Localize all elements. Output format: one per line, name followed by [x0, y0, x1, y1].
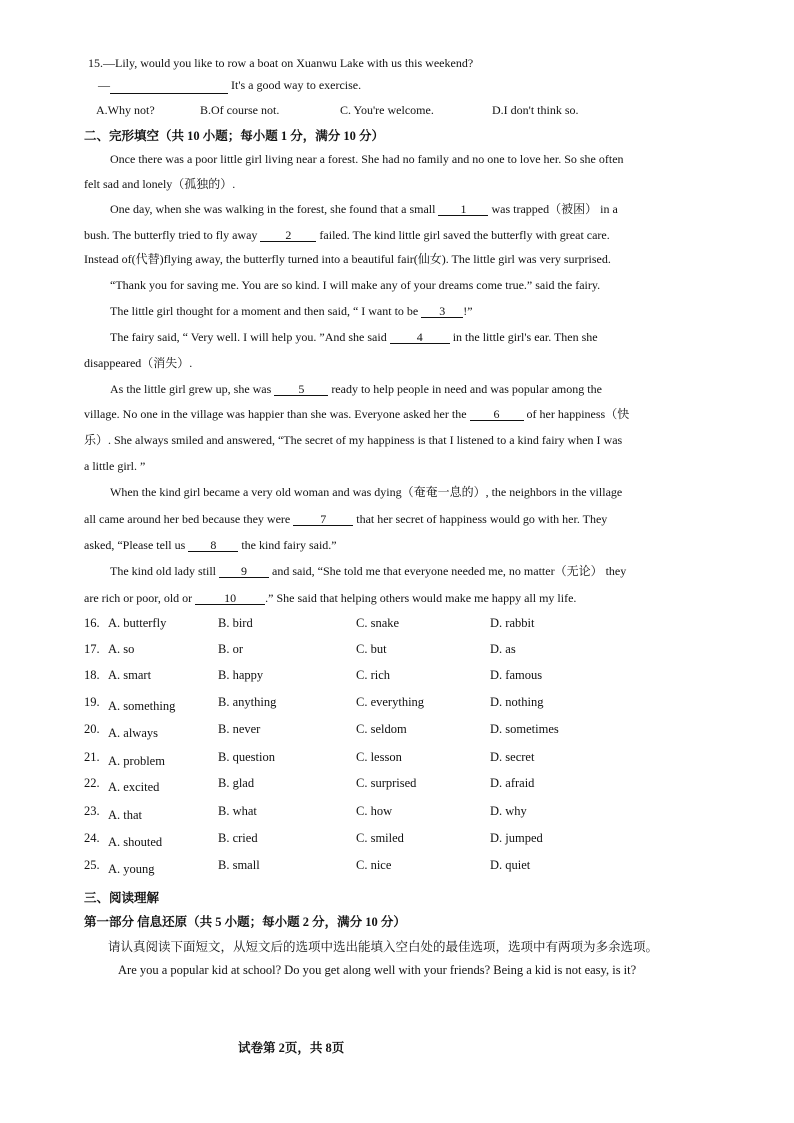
passage-text: a little girl. ” [84, 459, 146, 473]
q20-option-d[interactable]: D. sometimes [490, 722, 559, 736]
cloze-blank-9[interactable]: 9 [219, 565, 269, 578]
q15-option-d[interactable]: D.I don't think so. [492, 103, 579, 117]
q16-option-a[interactable]: A. butterfly [108, 616, 167, 630]
passage-line [84, 408, 629, 421]
passage-text: all came around her bed because they were [84, 512, 294, 526]
q18-option-c[interactable]: C. rich [356, 668, 391, 682]
passage-line [84, 460, 145, 472]
section3-heading: 三、阅读理解 [84, 891, 160, 905]
q17-option-b[interactable]: B. or [218, 642, 243, 656]
question-number-23: 23. [84, 804, 100, 818]
cloze-blank-6[interactable]: 6 [470, 408, 524, 421]
cloze-blank-4[interactable]: 4 [390, 331, 450, 344]
q17-option-d[interactable]: D. as [490, 642, 516, 656]
passage-line [110, 565, 626, 578]
q22-option-d[interactable]: D. afraid [490, 776, 535, 790]
q15-reply [98, 78, 361, 94]
q25-option-d[interactable]: D. quiet [490, 858, 531, 872]
q20-option-b[interactable]: B. never [218, 722, 261, 736]
passage-text: The fairy said, “ Very well. I will help you. ”And she said [110, 330, 390, 344]
q20-option-c[interactable]: C. seldom [356, 722, 407, 736]
cloze-blank-1[interactable]: 1 [438, 203, 488, 216]
passage-text: As the little girl grew up, she was [110, 382, 275, 396]
section3-instruction: 请认真阅读下面短文，从短文后的选项中选出能填入空白处的最佳选项，选项中有两项为多余选项。 [108, 940, 659, 954]
passage-text: the kind fairy said.” [238, 538, 337, 552]
q24-option-d[interactable]: D. jumped [490, 831, 543, 845]
passage-line [84, 539, 337, 552]
passage-text: in the little girl's ear. Then she [449, 330, 598, 344]
q23-option-b[interactable]: B. what [218, 804, 257, 818]
passage-line [110, 279, 600, 291]
passage-text: bush. The butterfly tried to fly away [84, 228, 261, 242]
q17-option-c[interactable]: C. but [356, 642, 387, 656]
passage-text: felt sad and lonely（孤独的）. [84, 177, 236, 191]
passage-text: When the kind girl became a very old woman and was dying（奄奄一息的）, the neighbors in the village [110, 485, 623, 499]
cloze-blank-7[interactable]: 7 [293, 513, 353, 526]
reading-first-line: Are you a popular kid at school? Do you get along well with your friends? Being a kid is not easy, is it? [118, 963, 637, 977]
passage-text: Instead of(代替)flying away, the butterfly turned into a beautiful fair(仙女). The little girl was very surprised. [84, 252, 611, 266]
q23-option-a[interactable]: A. that [108, 808, 143, 822]
passage-text: are rich or poor, old or [84, 591, 196, 605]
q15-answer-blank[interactable] [110, 78, 228, 94]
passage-text: .” She said that helping others would make me happy all my life. [265, 591, 577, 605]
cloze-blank-3[interactable]: 3 [421, 305, 463, 318]
q15-option-c[interactable]: C. You're welcome. [340, 103, 434, 117]
q16-option-d[interactable]: D. rabbit [490, 616, 535, 630]
q22-option-a[interactable]: A. excited [108, 780, 160, 794]
passage-text: was trapped（被困） in a [488, 202, 618, 216]
q21-option-d[interactable]: D. secret [490, 750, 535, 764]
passage-text: ready to help people in need and was popular among the [328, 382, 602, 396]
q22-option-c[interactable]: C. surprised [356, 776, 417, 790]
q15-option-a[interactable]: A.Why not? [96, 103, 155, 117]
q21-option-c[interactable]: C. lesson [356, 750, 402, 764]
q20-option-a[interactable]: A. always [108, 726, 158, 740]
passage-text: failed. The kind little girl saved the butterfly with great care. [316, 228, 610, 242]
passage-line [84, 178, 235, 190]
q25-option-c[interactable]: C. nice [356, 858, 392, 872]
q19-option-b[interactable]: B. anything [218, 695, 277, 709]
cloze-blank-5[interactable]: 5 [274, 383, 328, 396]
q19-option-d[interactable]: D. nothing [490, 695, 544, 709]
passage-line [110, 203, 618, 216]
passage-text: and said, “She told me that everyone needed me, no matter（无论） they [269, 564, 627, 578]
q21-option-a[interactable]: A. problem [108, 754, 165, 768]
q19-option-c[interactable]: C. everything [356, 695, 425, 709]
cloze-blank-2[interactable]: 2 [260, 229, 316, 242]
q22-option-b[interactable]: B. glad [218, 776, 255, 790]
q24-option-c[interactable]: C. smiled [356, 831, 404, 845]
question-number-22: 22. [84, 776, 100, 790]
cloze-blank-8[interactable]: 8 [188, 539, 238, 552]
q21-option-b[interactable]: B. question [218, 750, 275, 764]
passage-line [84, 229, 610, 242]
passage-text: of her happiness（快 [523, 407, 630, 421]
q15-reply-prefix: — [98, 78, 110, 92]
passage-line [84, 434, 622, 446]
q16-option-b[interactable]: B. bird [218, 616, 253, 630]
section3-part1-heading: 第一部分 信息还原（共 5 小题；每小题 2 分，满分 10 分） [84, 915, 406, 929]
passage-line [110, 331, 598, 344]
q19-option-a[interactable]: A. something [108, 699, 176, 713]
passage-text: Once there was a poor little girl living near a forest. She had no family and no one to love her. So she often [110, 152, 624, 166]
passage-line [110, 383, 602, 396]
passage-line [84, 357, 192, 369]
question-number-17: 17. [84, 642, 100, 656]
question-number-24: 24. [84, 831, 100, 845]
q15-option-b[interactable]: B.Of course not. [200, 103, 280, 117]
passage-line [84, 592, 576, 605]
q18-option-b[interactable]: B. happy [218, 668, 264, 682]
passage-text: The little girl thought for a moment and then said, “ I want to be [110, 304, 422, 318]
q18-option-a[interactable]: A. smart [108, 668, 152, 682]
page-footer: 试卷第 2页，共 8页 [238, 1041, 345, 1055]
q24-option-b[interactable]: B. cried [218, 831, 258, 845]
q18-option-d[interactable]: D. famous [490, 668, 543, 682]
passage-text: asked, “Please tell us [84, 538, 189, 552]
passage-line [110, 305, 473, 318]
passage-line [84, 513, 607, 526]
cloze-blank-10[interactable]: 10 [195, 592, 265, 605]
q23-option-d[interactable]: D. why [490, 804, 527, 818]
question-number-21: 21. [84, 750, 100, 764]
q16-option-c[interactable]: C. snake [356, 616, 400, 630]
passage-line [110, 486, 622, 498]
passage-line [84, 253, 611, 265]
question-number-25: 25. [84, 858, 100, 872]
passage-text: “Thank you for saving me. You are so kind. I will make any of your dreams come true.” said the fairy. [110, 278, 601, 292]
section2-heading: 二、完形填空（共 10 小题；每小题 1 分，满分 10 分） [84, 129, 385, 143]
q23-option-c[interactable]: C. how [356, 804, 393, 818]
question-number-18: 18. [84, 668, 100, 682]
q25-option-a[interactable]: A. young [108, 862, 155, 876]
passage-text: One day, when she was walking in the forest, she found that a small [110, 202, 439, 216]
passage-text: The kind old lady still [110, 564, 219, 578]
q17-option-a[interactable]: A. so [108, 642, 135, 656]
q25-option-b[interactable]: B. small [218, 858, 260, 872]
q24-option-a[interactable]: A. shouted [108, 835, 163, 849]
q15-reply-suffix: It's a good way to exercise. [228, 78, 362, 92]
passage-text: village. No one in the village was happier than she was. Everyone asked her the [84, 407, 470, 421]
passage-text: that her secret of happiness would go with her. They [353, 512, 608, 526]
passage-text: 乐）. She always smiled and answered, “The secret of my happiness is that I listened to a kind fairy when I was [84, 433, 623, 447]
question-number-16: 16. [84, 616, 100, 630]
passage-line [110, 153, 624, 165]
passage-text: disappeared（消失）. [84, 356, 193, 370]
question-number-20: 20. [84, 722, 100, 736]
passage-text: !” [463, 304, 473, 318]
question-number-19: 19. [84, 695, 100, 709]
q15-stem: 15.—Lily, would you like to row a boat on Xuanwu Lake with us this weekend? [88, 56, 474, 70]
